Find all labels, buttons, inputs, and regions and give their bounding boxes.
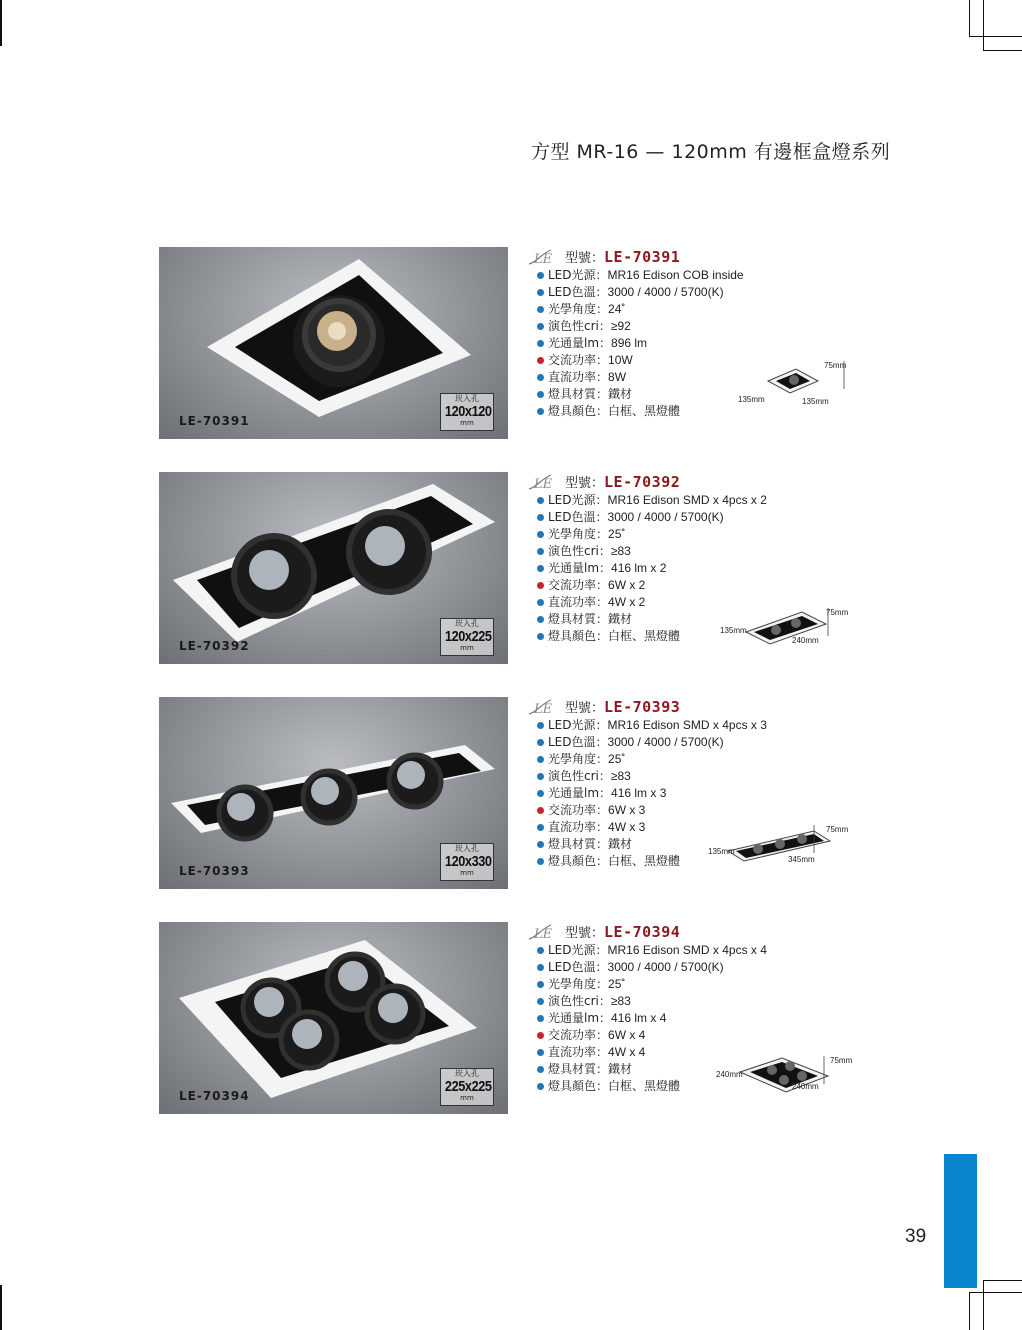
spec-label: 燈具材質： xyxy=(548,837,609,851)
spec-value: 3000 / 4000 / 5700(K) xyxy=(607,285,724,299)
spec-label: 交流功率： xyxy=(548,578,609,592)
spec-item xyxy=(537,1010,767,1027)
spec-item xyxy=(537,751,767,768)
bullet-icon xyxy=(537,497,544,504)
spec-value: MR16 Edison SMD x 4pcs x 3 xyxy=(607,718,767,732)
spec-value: 8W xyxy=(608,370,627,384)
bullet-icon xyxy=(537,739,544,746)
bullet-icon xyxy=(537,514,544,521)
spec-label: 燈具顏色： xyxy=(548,629,609,643)
cutout-unit: mm xyxy=(460,419,474,427)
cutout-unit: mm xyxy=(460,1094,474,1102)
spec-item xyxy=(537,335,744,352)
bullet-icon xyxy=(537,391,544,398)
spec-label: 光通量lm： xyxy=(548,561,612,575)
bullet-icon xyxy=(537,722,544,729)
spec-label: 光學角度： xyxy=(548,527,609,541)
spec-item xyxy=(537,267,744,284)
spec-item xyxy=(537,942,767,959)
bullet-icon xyxy=(537,773,544,780)
spec-value: 6W x 2 xyxy=(608,578,646,592)
model-label: 型號： xyxy=(565,251,605,266)
spec-value: ≥83 xyxy=(610,769,631,783)
model-row xyxy=(527,247,680,267)
le-logo-icon xyxy=(527,473,563,491)
spec-label: LED光源： xyxy=(548,268,608,282)
cutout-size: 120x120 xyxy=(444,403,492,420)
spec-value: 3000 / 4000 / 5700(K) xyxy=(607,960,724,974)
model-label: 型號： xyxy=(565,476,605,491)
spec-label: LED色溫： xyxy=(548,735,608,749)
bullet-icon xyxy=(537,858,544,865)
product-photo xyxy=(159,922,508,1114)
crop-mark-bottom-right-h2 xyxy=(983,1280,1022,1281)
crop-mark-top-left xyxy=(0,0,2,46)
svg-text:LE: LE xyxy=(534,927,553,941)
dim-height: 75mm xyxy=(830,1056,853,1065)
bullet-icon xyxy=(537,306,544,313)
section-tab xyxy=(944,1154,977,1288)
spec-value: 鐵材 xyxy=(608,612,633,626)
bullet-icon xyxy=(537,998,544,1005)
spec-item xyxy=(537,386,744,403)
spec-item xyxy=(537,768,767,785)
spec-label: LED光源： xyxy=(548,718,608,732)
cutout-size: 120x225 xyxy=(444,628,492,645)
model-code: LE-70393 xyxy=(604,698,681,716)
svg-text:LE: LE xyxy=(534,252,553,266)
spec-item xyxy=(537,403,744,420)
spec-value: 416 lm x 2 xyxy=(611,561,667,575)
spec-item xyxy=(537,352,744,369)
spec-item xyxy=(537,802,767,819)
spec-label: 光通量lm： xyxy=(548,336,612,350)
dimension-drawing xyxy=(738,359,868,406)
dim-height: 75mm xyxy=(826,608,849,617)
spec-label: 光學角度： xyxy=(548,752,609,766)
spec-label: 光通量lm： xyxy=(548,786,612,800)
spec-label: 直流功率： xyxy=(548,820,609,834)
spec-label: 交流功率： xyxy=(548,1028,609,1042)
bullet-icon xyxy=(537,531,544,538)
spec-label: LED光源： xyxy=(548,943,608,957)
spec-item xyxy=(537,369,744,386)
model-row xyxy=(527,472,680,492)
bullet-icon xyxy=(537,374,544,381)
bullet-icon xyxy=(537,756,544,763)
product-photo xyxy=(159,472,508,664)
product-section xyxy=(0,922,1022,1117)
spec-value: 25˚ xyxy=(608,752,626,766)
cutout-size: 225x225 xyxy=(444,1078,492,1095)
bullet-icon xyxy=(537,790,544,797)
product-section xyxy=(0,472,1022,667)
spec-label: 光學角度： xyxy=(548,302,609,316)
page-number: 39 xyxy=(905,1226,927,1247)
spec-label: 演色性cri： xyxy=(548,544,611,558)
crop-mark-top-right-v2 xyxy=(983,0,984,50)
svg-text:LE: LE xyxy=(534,477,553,491)
spec-value: 白框、黑燈體 xyxy=(608,629,681,643)
spec-item xyxy=(537,993,767,1010)
cutout-size: 120x330 xyxy=(444,853,492,870)
cutout-label: 崁入孔 xyxy=(455,619,479,628)
spec-value: 24˚ xyxy=(608,302,626,316)
model-row xyxy=(527,697,680,717)
model-row xyxy=(527,922,680,942)
photo-model-code: LE-70391 xyxy=(179,414,250,428)
bullet-icon xyxy=(537,1015,544,1022)
crop-mark-bottom-left xyxy=(0,1285,2,1330)
bullet-icon xyxy=(537,841,544,848)
spec-item xyxy=(537,959,767,976)
spec-value: 白框、黑燈體 xyxy=(608,854,681,868)
bullet-icon xyxy=(537,1066,544,1073)
bullet-icon xyxy=(537,633,544,640)
spec-label: 燈具顏色： xyxy=(548,854,609,868)
cutout-label: 崁入孔 xyxy=(455,394,479,403)
dim-length: 345mm xyxy=(788,855,815,864)
spec-value: 4W x 3 xyxy=(608,820,646,834)
spec-value: MR16 Edison SMD x 4pcs x 2 xyxy=(607,493,767,507)
crop-mark-top-right-h1 xyxy=(969,36,1022,37)
cutout-badge xyxy=(440,618,494,656)
dim-width: 135mm xyxy=(738,395,765,404)
spec-item xyxy=(537,301,744,318)
spec-value: 10W xyxy=(608,353,633,367)
spec-list xyxy=(537,267,744,420)
bullet-icon xyxy=(537,947,544,954)
spec-item xyxy=(537,526,767,543)
dim-height: 75mm xyxy=(824,361,847,370)
spec-value: 白框、黑燈體 xyxy=(608,404,681,418)
bullet-icon xyxy=(537,964,544,971)
spec-label: 直流功率： xyxy=(548,1045,609,1059)
spec-value: 鐵材 xyxy=(608,1062,633,1076)
spec-label: LED色溫： xyxy=(548,285,608,299)
dim-height: 75mm xyxy=(826,825,849,834)
spec-value: ≥83 xyxy=(610,544,631,558)
bullet-icon xyxy=(537,408,544,415)
cutout-badge xyxy=(440,843,494,881)
dim-length: 135mm xyxy=(802,397,829,406)
spec-label: 光學角度： xyxy=(548,977,609,991)
spec-value: 25˚ xyxy=(608,527,626,541)
spec-item xyxy=(537,560,767,577)
spec-value: 6W x 3 xyxy=(608,803,646,817)
cutout-unit: mm xyxy=(460,644,474,652)
spec-value: 416 lm x 4 xyxy=(611,1011,667,1025)
svg-text:LE: LE xyxy=(534,702,553,716)
spec-value: 鐵材 xyxy=(608,837,633,851)
spec-label: 演色性cri： xyxy=(548,994,611,1008)
spec-label: 直流功率： xyxy=(548,595,609,609)
spec-item xyxy=(537,543,767,560)
dim-length: 240mm xyxy=(792,1082,819,1091)
le-logo-icon xyxy=(527,698,563,716)
dim-width: 135mm xyxy=(708,847,735,856)
spec-label: 光通量lm： xyxy=(548,1011,612,1025)
dim-width: 135mm xyxy=(720,626,747,635)
spec-item xyxy=(537,785,767,802)
spec-item xyxy=(537,717,767,734)
spec-label: LED色溫： xyxy=(548,510,608,524)
product-section xyxy=(0,697,1022,892)
bullet-icon xyxy=(537,824,544,831)
spec-label: 交流功率： xyxy=(548,353,609,367)
spec-item xyxy=(537,976,767,993)
spec-value: 416 lm x 3 xyxy=(611,786,667,800)
spec-label: 交流功率： xyxy=(548,803,609,817)
bullet-icon xyxy=(537,272,544,279)
bullet-icon xyxy=(537,565,544,572)
photo-model-code: LE-70394 xyxy=(179,1089,250,1103)
spec-label: 燈具材質： xyxy=(548,612,609,626)
model-code: LE-70391 xyxy=(604,248,681,266)
spec-label: 燈具材質： xyxy=(548,387,609,401)
spec-item xyxy=(537,492,767,509)
spec-value: ≥92 xyxy=(610,319,631,333)
bullet-icon xyxy=(537,340,544,347)
cutout-badge xyxy=(440,393,494,431)
crop-mark-bottom-right-v1 xyxy=(969,1292,970,1330)
spec-label: 演色性cri： xyxy=(548,319,611,333)
cutout-unit: mm xyxy=(460,869,474,877)
spec-value: 3000 / 4000 / 5700(K) xyxy=(607,510,724,524)
cutout-badge xyxy=(440,1068,494,1106)
page-title: 方型 MR-16 — 120mm 有邊框盒燈系列 xyxy=(531,141,891,163)
photo-model-code: LE-70393 xyxy=(179,864,250,878)
bullet-icon xyxy=(537,582,544,589)
spec-value: 3000 / 4000 / 5700(K) xyxy=(607,735,724,749)
spec-label: 演色性cri： xyxy=(548,769,611,783)
spec-item xyxy=(537,1027,767,1044)
spec-item xyxy=(537,318,744,335)
le-logo-icon xyxy=(527,923,563,941)
spec-label: 燈具顏色： xyxy=(548,404,609,418)
spec-value: MR16 Edison COB inside xyxy=(607,268,744,282)
model-code: LE-70394 xyxy=(604,923,681,941)
spec-value: 白框、黑燈體 xyxy=(608,1079,681,1093)
model-label: 型號： xyxy=(565,701,605,716)
spec-value: 4W x 2 xyxy=(608,595,646,609)
dimension-drawing xyxy=(708,823,849,867)
spec-item xyxy=(537,577,767,594)
cutout-label: 崁入孔 xyxy=(455,844,479,853)
spec-value: MR16 Edison SMD x 4pcs x 4 xyxy=(607,943,767,957)
crop-mark-bottom-right-h1 xyxy=(969,1292,1022,1293)
spec-item xyxy=(537,734,767,751)
spec-item xyxy=(537,284,744,301)
bullet-icon xyxy=(537,616,544,623)
crop-mark-bottom-right-v2 xyxy=(983,1280,984,1330)
crop-mark-top-right-v1 xyxy=(969,0,970,36)
bullet-icon xyxy=(537,1049,544,1056)
spec-value: 896 lm xyxy=(611,336,648,350)
bullet-icon xyxy=(537,981,544,988)
product-photo xyxy=(159,697,508,889)
bullet-icon xyxy=(537,807,544,814)
spec-label: LED色溫： xyxy=(548,960,608,974)
spec-label: 直流功率： xyxy=(548,370,609,384)
bullet-icon xyxy=(537,1083,544,1090)
bullet-icon xyxy=(537,323,544,330)
bullet-icon xyxy=(537,289,544,296)
dim-length: 240mm xyxy=(792,636,819,645)
spec-item xyxy=(537,509,767,526)
dimension-drawing xyxy=(720,606,852,650)
spec-value: 4W x 4 xyxy=(608,1045,646,1059)
spec-label: 燈具材質： xyxy=(548,1062,609,1076)
spec-value: ≥83 xyxy=(610,994,631,1008)
spec-label: 燈具顏色： xyxy=(548,1079,609,1093)
model-label: 型號： xyxy=(565,926,605,941)
product-photo xyxy=(159,247,508,439)
bullet-icon xyxy=(537,599,544,606)
bullet-icon xyxy=(537,1032,544,1039)
crop-mark-top-right-h2 xyxy=(983,50,1022,51)
bullet-icon xyxy=(537,357,544,364)
spec-label: LED光源： xyxy=(548,493,608,507)
spec-value: 6W x 4 xyxy=(608,1028,646,1042)
spec-value: 25˚ xyxy=(608,977,626,991)
dim-width: 240mm xyxy=(716,1070,743,1079)
le-logo-icon xyxy=(527,248,563,266)
cutout-label: 崁入孔 xyxy=(455,1069,479,1078)
model-code: LE-70392 xyxy=(604,473,681,491)
photo-model-code: LE-70392 xyxy=(179,639,250,653)
dimension-drawing xyxy=(716,1054,853,1098)
product-section xyxy=(0,247,1022,442)
bullet-icon xyxy=(537,548,544,555)
spec-value: 鐵材 xyxy=(608,387,633,401)
